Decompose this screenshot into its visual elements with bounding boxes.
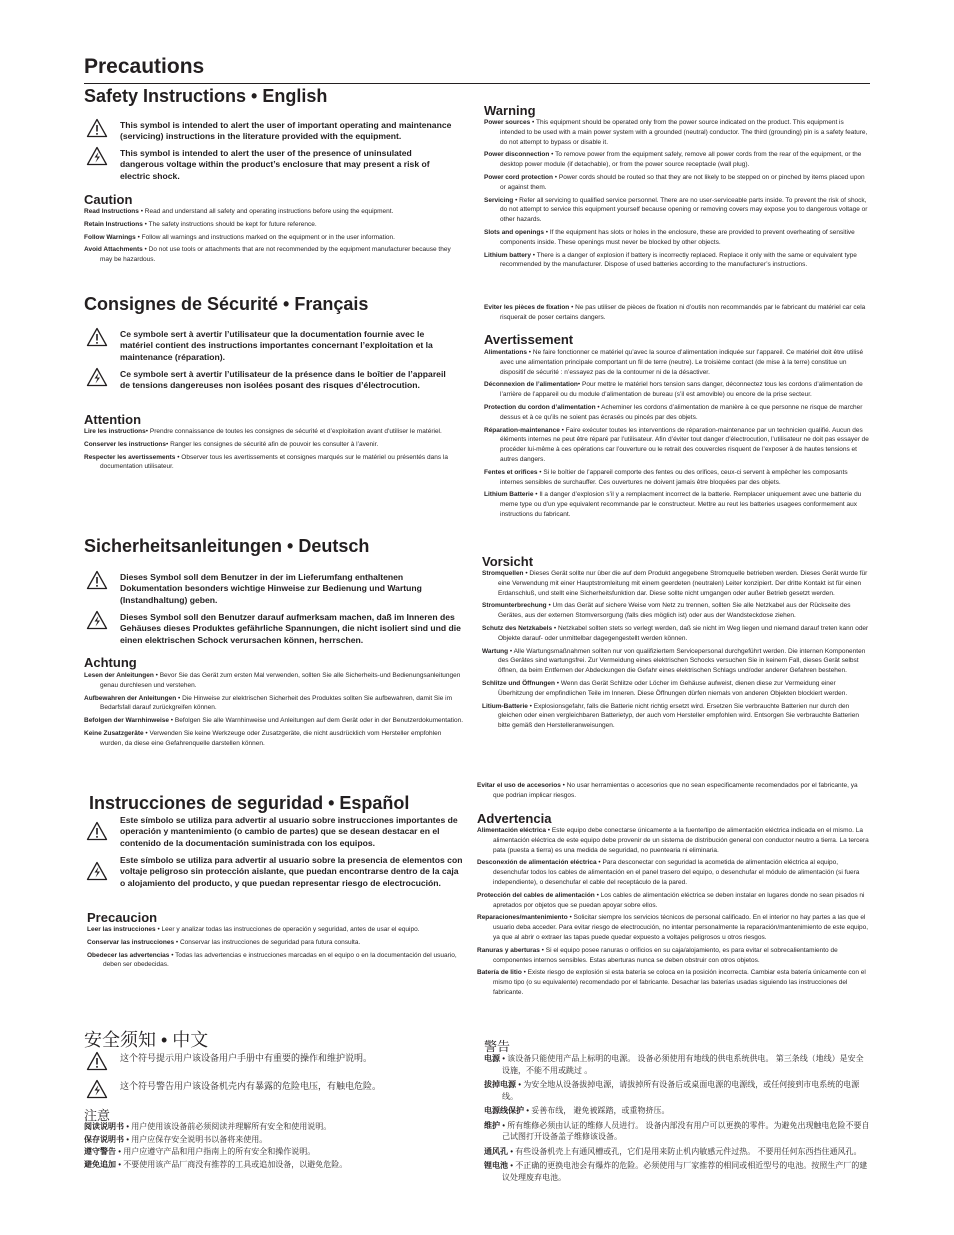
warning-item: Power cord protection • Power cords should be routed so that they are not likely to be stepped on or pinched by items placed upon or against them. [484, 173, 865, 191]
english-symbol2-row [86, 148, 458, 182]
chinese-symbol1-row [86, 1053, 464, 1071]
chinese-heading: 安全须知 • 中文 [84, 1030, 209, 1050]
spanish-symbol2-text: Este símbolo se utiliza para advertir al usuario sobre la presencia de elementos con voltaje peligroso sin protección aislante, que puedan encontrarse dentro de la caja o alojamiento del producto, y que puedan representar riesgo de electrocución. [120, 855, 463, 888]
spanish-heading: Instrucciones de seguridad • Español [89, 793, 410, 813]
advertencia-list [477, 826, 870, 1001]
chinese-warning-heading: 警告 [484, 1039, 511, 1054]
notice-item: 遵守警告 • 用户应遵守产品和用户指南上的所有安全和操作说明。 [84, 1147, 316, 1156]
caution-triangle-icon [86, 327, 108, 347]
caution-triangle-icon [86, 1051, 108, 1071]
achtung-list [84, 671, 464, 752]
warning-item: Power disconnection • To remove power from the equipment safely, remove all power cords from the rear of the equipment, or the desktop power module (if detachable), or from the power source receptacle (wall plug). [484, 151, 862, 169]
spanish-symbol1-row [86, 815, 464, 849]
caution-list [84, 207, 464, 268]
chinese-warning-item: 锂电池 • 不正确的更换电池会有爆炸的危险。必须使用与厂家推荐的相同或相近型号的电池。按照生产厂的建议处理废弃电池。 [484, 1161, 868, 1182]
attention-item: Conserver les instructions• Ranger les consignes de sécurité afin de pouvoir les consulter à l’avenir. [84, 440, 379, 448]
avertissement-list [484, 348, 870, 523]
achtung-item: Keine Zusatzgeräte • Verwenden Sie keine Werkzeuge oder Zusatzgeräte, die nicht ausdrücklich vom Hersteller empfohlen wurden, da diese eine Gefahrenquelle darstellen können. [84, 729, 442, 747]
avertissement-item: Lithium Batterie • Il a danger d’explosion s’il y a remplacment incorrect de la batterie. Remplacer uniquement avec une batterie du meme type ou d’un ype equivalent recommande par le constructeur. Mettre au reut les batteries usagees conformement aux instructions du fabricant. [484, 491, 862, 518]
avertissement-item: Alimentations • Ne faire fonctionner ce matériel qu’avec la source d’alimentation indiquée sur l’appareil. Ce matériel doit être utilisé avec une alimentation principale comportant un fil de terre (neutre). Le troisième contact (de mise à la terre) constitue un dispositif de sécurité : n’essayez pas de la contourner ni de la désactiver. [484, 349, 864, 376]
vorsicht-item: Stromunterbrechung • Um das Gerät auf sichere Weise vom Netz zu trennen, sollten Sie alle Netzkabel aus der Rückseite des Gerätes, aus der externen Stomversorgung (falls dies möglich ist) oder aus der Wandsteckdose ziehen. [482, 602, 851, 620]
warning-item: Power sources • This equipment should be operated only from the power source indicated on the product. This equipment is intended to be used with a main power system with a grounded (neutral) conductor. The third (grounding) pin is a safety feature, do not attempt to bypass or disable it. [484, 119, 868, 146]
french-symbol1-row [86, 329, 458, 363]
caution-item: Read Instructions • Read and understand all safety and operating instructions before using the equipment. [84, 208, 394, 215]
spanish-symbol1-text: Este símbolo se utiliza para advertir al usuario sobre instrucciones importantes de operación y mantenimiento (o cambio de partes) que se desean destacar en el contenido de la documentación suministrada con los equipos. [120, 815, 458, 848]
advertencia-item: Alimentación eléctrica • Este equipo debe conectarse únicamente a la fuente/tipo de alimentación eléctrica indicada en el mismo. La alimentación eléctrica de este equipo debe provenir de un sistema de distribución general con conductor neutro a tierra. La tercera pata (puesta a tierra) es una medida de seguridad, no puentearia ni eliminaria. [477, 827, 869, 854]
caution-item: Follow Warnings • Follow all warnings and instructions marked on the equipment or in the user information. [84, 233, 395, 241]
french-symbol2-row [86, 369, 458, 392]
german-heading: Sicherheitsanleitungen • Deutsch [84, 536, 370, 556]
advertencia-item: Protección del cables de alimentación • Los cables de alimentación eléctrica se deben instalar en lugares donde no sean pisados ni apretados por objetos que se puedan apoyar sobre ellos. [477, 891, 865, 909]
precaucion-item: Leer las instrucciones • Leer y analizar todas las instrucciones de operación y seguridad, antes de usar el equipo. [87, 926, 420, 933]
english-symbol1-row [86, 120, 458, 143]
achtung-item: Lesen der Anleitungen • Bevor Sie das Gerät zum ersten Mal verwenden, sollten Sie alle Sicherheits-und Bedienungsanleitungen genau durchlesen und verstehen. [84, 672, 461, 689]
chinese-warning-list [484, 1053, 870, 1186]
attention-item: Respecter les avertissements • Observer tous les avertissements et consignes marqués sur le matériel ou présentés dans la documentation utilisateur. [84, 453, 448, 471]
advertencia-item: Desconexión de alimentación eléctrica • Para desconectar con seguridad la acometida de alimentación eléctrica al equipo, desenchufar todos los cables de alimentación en el panel trasero del equipo, o desenchufar el módulo de alimentación (si fuera independiente), o desenchufar el cable del receptáculo de la pared. [477, 859, 860, 886]
attention-heading: Attention [84, 412, 142, 427]
precaucion-list [87, 925, 464, 973]
chinese-warning-item: 电源 • 该设备只能使用产品上标明的电源。 设备必须使用有地线的供电系统供电。 第三条线（地线）是安全设施，不能不用或跳过 。 [484, 1054, 864, 1075]
avertissement-item: Fentes et orifices • Si le boîtier de l’appareil comporte des fentes ou des orifices, ceux-ci servent à empêcher les composants internes sensibles de surchauffer. Ces ouvertures ne doivent jamais être bloquées par des objets. [484, 468, 848, 486]
chinese-warning-item: 拔掉电源 • 为安全地从设备拔掉电源，请拔掉所有设备后或桌面电源的电源线，或任何接到市电系统的电源线。 [484, 1080, 860, 1101]
attention-item: Lire les instructions• Prendre connaissance de toutes les consignes de sécurité et d’exploitation avant d’utiliser le matériel. [84, 428, 442, 435]
eviter-list [484, 303, 870, 326]
precaucion-item: Obedecer las advertencias • Todas las advertencias e instrucciones marcadas en el equipo o en la documentación del usuario, deben ser obedecidas. [87, 951, 457, 969]
warning-heading: Warning [484, 103, 536, 118]
achtung-item: Befolgen der Warnhinweise • Befolgen Sie alle Warnhinweise und Anleitungen auf dem Gerät oder in der Benutzerdokumentation. [84, 717, 463, 725]
caution-triangle-icon [86, 118, 108, 138]
warning-item: Servicing • Refer all servicing to qualified service personnel. There are no user-serviceable parts inside. To prevent the risk of shock, do not attempt to service this equipment yourself because opening or removing covers may expose you to dangerous voltage or other hazards. [484, 196, 868, 224]
caution-item: Avoid Attachments • Do not use tools or attachments that are not recommended by the equipment manufacturer because they may be hazardous. [84, 246, 451, 264]
advertencia-item: Batería de litio • Existe riesgo de explosión si esta batería se coloca en la posición incorrecta. Cambiar esta batería únicamente con el mismo tipo (o su equivalente) recomendado por el fabricante. Desachar las baterías usadas siguiendo las instrucciones del fabricante. [477, 969, 866, 996]
avertissement-item: Protection du cordon d’alimentation • Acheminer les cordons d’alimentation de manière à ce que personne ne risque de marcher dessus et à ce qu’ils ne soient pas écrasés ou pincés par des objets. [484, 403, 863, 421]
avertissement-item: Réparation-maintenance • Faire exécuter toutes les interventions de réparation-maintenance par un technicien qualifié. Aucun des éléments internes ne peut être réparé par l’utilisateur. Afin d’éviter tout danger d’électrocution, l’utilisateur ne doit pas essayer de procéder lui-même à ces opérations car l’ouverture ou le retrait des couvercles risquent de l’exposer à de hautes tensions et autres dangers. [484, 426, 869, 463]
french-heading: Consignes de Sécurité • Français [84, 294, 369, 314]
notice-item: 保存说明书 • 用户应保存安全说明书以备将来使用。 [84, 1134, 268, 1144]
chinese-warning-item: 电源线保护 • 妥善布线， 避免被踩踏，或重物挤压。 [484, 1106, 670, 1115]
notice-heading: 注意 [84, 1108, 111, 1123]
warning-list [484, 118, 870, 273]
vorsicht-item: Litium-Batterie • Explosionsgefahr, falls die Batterie nicht richtig ersetzt wird. Ersetzen Sie verbrauchte Batterien nur durch den gleichen oder einen vergleichbaren Batterietyp, der auch vom Hersteller empfohlen wird. Entsorgen Sie verbrauchte Batterien bitte gemäß den Herstelleranweisungen. [482, 702, 859, 730]
german-symbol1-row [86, 572, 464, 606]
advertencia-heading: Advertencia [477, 811, 552, 826]
eviter-item: Eviter les pièces de fixation • Ne pas utiliser de pièces de fixation ni d’outils non recommandés par le fabricant du matériel car cela risquerait de poser certains dangers. [484, 304, 866, 321]
english-symbol1-text: This symbol is intended to alert the user of important operating and maintenance (servicing) instructions in the literature provided with the equipment. [120, 120, 452, 142]
caution-triangle-icon [86, 821, 108, 841]
chinese-warning-item: 维护 • 所有维修必须由认证的维修人员进行。 设备内部没有用户可以更换的零件。为避免出现触电危险不要自己试图打开设备盖子维修该设备。 [484, 1120, 870, 1141]
notice-item: 避免追加 • 不要使用该产品厂商没有推荐的工具或追加设备，以避免危险。 [84, 1159, 348, 1169]
german-symbol1-text: Dieses Symbol soll dem Benutzer in der im Lieferumfang enthaltenen Dokumentation besonders wichtige Hinweise zur Bedienung und Wartung (Instandhaltung) geben. [120, 572, 422, 605]
shock-hazard-icon [86, 367, 108, 387]
french-symbol2-text: Ce symbole sert à avertir l’utilisateur de la présence dans le boîtier de l’appareil de tensions dangereuses non isolées posant des risques d’électrocution. [120, 369, 446, 391]
evitar-list [477, 781, 870, 804]
spanish-symbol2-row [86, 855, 464, 889]
avertissement-heading: Avertissement [484, 332, 574, 347]
notice-item: 阅读说明书 • 用户使用该设备前必须阅读并理解所有安全和使用说明。 [84, 1122, 332, 1131]
vorsicht-item: Stromquellen • Dieses Gerät sollte nur über die auf dem Produkt angegebene Stromquelle betrieben werden. Dieses Gerät wurde für eine Verwendung mit einer Hauptstromleitung mit einem geerdeten (neutralen) Leiter konzipiert. Der dritte Kontakt ist für einen Erdanschluß, und stellt eine Sicherheitsfunktion dar. Diese sollte nicht umgangen oder außer Betrieb gesetzt werden. [482, 570, 868, 597]
vorsicht-item: Schlitze und Öffnungen • Wenn das Gerät Schlitze oder Löcher im Gehäuse aufweist, dienen diese zur Vermeidung einer Überhitzung der empfindlichen Teile im Inneren. Diese Öffnungen dürfen niemals von anderen Objekten blockiert werden. [482, 679, 848, 697]
advertencia-item: Reparaciones/mantenimiento • Solicitar siempre los servicios técnicos de personal calificado. En el interior no hay partes a las que el usuario deba acceder. Para evitar riesgo de electrocución, no intentar personalmente la reparación/mantenimiento de este equipo, ya que al abrir o extraer las tapas puede quedar expuesto a voltajes peligrosos u otros riesgos. [477, 914, 869, 941]
warning-item: Lithium battery • There is a danger of explosion if battery is incorrectly replaced. Replace it only with the same or equivalent type recommended by the manufacturer. Dispose of used batteries according to the manufacturer’s instructions. [484, 251, 857, 269]
chinese-symbol1-text: 这个符号提示用户该设备用户手册中有重要的操作和维护说明。 [120, 1053, 373, 1063]
achtung-heading: Achtung [84, 655, 137, 670]
attention-list [84, 427, 464, 475]
precaucion-item: Conservar las instrucciones • Conservar las instrucciones de seguridad para futura consulta. [87, 938, 361, 946]
vorsicht-heading: Vorsicht [482, 554, 534, 569]
title-rule [84, 83, 870, 84]
english-heading: Safety Instructions • English [84, 86, 328, 106]
caution-item: Retain Instructions • The safety instructions should be kept for future reference. [84, 220, 317, 228]
caution-triangle-icon [86, 570, 108, 590]
english-symbol2-text: This symbol is intended to alert the user of the presence of uninsulated dangerous voltage within the product’s enclosure that may present a risk of electric shock. [120, 148, 430, 181]
notice-list [84, 1121, 464, 1171]
evitar-item: Evitar el uso de accesorios • No usar herramientas o accesorios que no sean especificamente recomendados por el fabricante, ya que podrian implicar riesgos. [477, 782, 858, 799]
shock-hazard-icon [86, 610, 108, 630]
avertissement-item: Déconnexion de l’alimentation• Pour mettre le matériel hors tension sans danger, déconnectez tous les cordons d’alimentation de l’arrière de l’appareil ou du module d’alimentation de bureau (s’il est amovible) ou encore de la prise secteur. [484, 381, 863, 399]
chinese-symbol2-row [86, 1081, 464, 1099]
precaucion-heading: Precaucion [87, 910, 158, 925]
vorsicht-item: Wartung • Alle Wartungsmaßnahmen sollten nur von qualifiziertem Servicepersonal durchgeführt werden. Die internen Komponenten des Gerätes sind wartungsfrei. Zur Vermeidung eines elektrischen Schocks versuchen Sie in keinem Fall, dieses Gerät selbst öffnen, da beim Entfernen der Abdeckungen die Gefahr eines elektrischen Schlags und/oder anderer Gefahren bestehen. [482, 647, 866, 675]
warning-item: Slots and openings • If the equipment has slots or holes in the enclosure, these are provided to prevent overheating of sensitive components inside. These openings must never be blocked by other objects. [484, 228, 855, 246]
page-title: Precautions [84, 55, 205, 78]
shock-hazard-icon [86, 1079, 108, 1099]
vorsicht-item: Schutz des Netzkabels • Netzkabel sollten stets so verlegt werden, daß sie nicht im Weg liegen und niemand darauf treten kann oder Objekte darauf- oder unmittelbar dagegengestellt werden können. [482, 624, 869, 642]
german-symbol2-text: Dieses Symbol soll den Benutzer darauf aufmerksam machen, daß im Inneren des Gehäuses dieses Produktes gefährliche Spannungen, die nicht isoliert sind und die einen elektrischen Schock verursachen können, herrschen. [120, 612, 461, 645]
advertencia-item: Ranuras y aberturas • Si el equipo posee ranuras o orificios en su caja/alojamiento, es para evitar el sobrecalientamiento de componentes internos sensibles. Estas aberturas nunca se deben obstruir con otros objetos. [477, 946, 838, 964]
german-symbol2-row [86, 612, 464, 646]
french-symbol1-text: Ce symbole sert à avertir l’utilisateur que la documentation fournie avec le matériel contient des instructions importantes concernant l’exploitation et la maintenance (réparation). [120, 329, 433, 362]
chinese-symbol2-text: 这个符号警告用户该设备机壳内有暴露的危险电压，有触电危险。 [120, 1081, 382, 1091]
achtung-item: Aufbewahren der Anleitungen • Die Hinweise zur elektrischen Sicherheit des Produktes sollten Sie aufbewahren, damit Sie im Bedarfsfall darauf zurückgreifen können. [84, 694, 452, 712]
caution-heading: Caution [84, 192, 133, 207]
vorsicht-list [482, 569, 870, 734]
shock-hazard-icon [86, 861, 108, 881]
shock-hazard-icon [86, 146, 108, 166]
chinese-warning-item: 通风孔 • 有些设备机壳上有通风槽或孔，它们是用来防止机内敏感元件过热。 不要用任何东西挡住通风孔。 [484, 1146, 862, 1156]
